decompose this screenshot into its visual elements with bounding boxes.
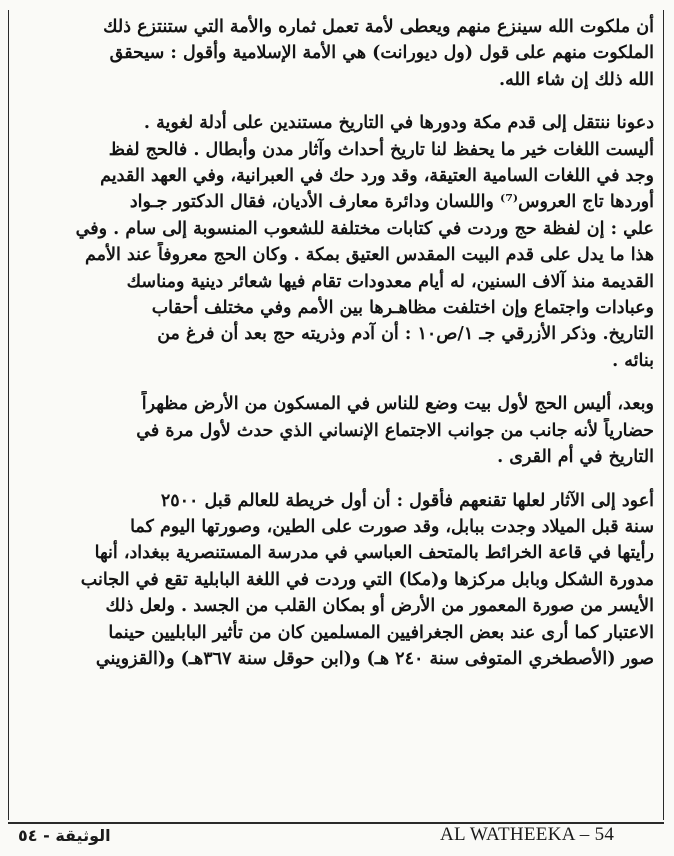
article-body — [18, 14, 654, 672]
text-line: التاريخ. وذكر الأزرقي جـ ١/ص١٠ : أن آدم وذريته حج بعد أن فرغ من — [157, 324, 654, 345]
text-line: الأيسر من صورة المعمور من الأرض أو بمكان القلب من الجسد . ولعل ذلك — [105, 596, 654, 617]
paragraph-2 — [18, 110, 654, 374]
text-line: حضارياً لأنه جانب من جوانب الاجتماع الإنساني الذي حدث لأول مرة في — [136, 420, 654, 441]
text-line: أعود إلى الآثار لعلها تقنعهم فأقول : أن أول خريطة للعالم قبل ٢٥٠٠ — [160, 490, 654, 511]
text-line: دعونا ننتقل إلى قدم مكة ودورها في التاريخ مستندين على أدلة لغوية . — [143, 113, 654, 134]
text-line: وعبادات واجتماع وإن اختلفت مظاهـرها بين الأمم وفي مختلف أحقاب — [151, 298, 654, 319]
text-line: مدورة الشكل وبابل مركزها و(مكا) التي وردت في اللغة البابلية تقع في الجانب — [80, 569, 654, 590]
text-line: الله ذلك إن شاء الله. — [498, 69, 654, 90]
text-line: بنائه . — [612, 350, 654, 371]
text-line: الاعتبار كما أرى عند بعض الجغرافيين المسلمين كان من تأثير البابليين حينما — [108, 622, 654, 643]
text-line: القديمة منذ آلاف السنين، له أيام معدودات تقام فيها شعائر دينية ومناسك — [126, 271, 654, 292]
paragraph-4 — [18, 488, 654, 673]
paragraph-1 — [18, 14, 654, 93]
text-line: سنة قبل الميلاد وجدت ببابل، وقد صورت على الطين، وصورتها اليوم كما — [130, 516, 654, 537]
text-line: رأيتها في قاعة الخرائط بالمتحف العباسي في مدرسة المستنصرية ببغداد، أنها — [94, 543, 654, 564]
paragraph-3 — [18, 391, 654, 470]
footer-page-label-latin: AL WATHEEKA – 54 — [440, 824, 615, 845]
text-line: التاريخ في أم القرى . — [497, 447, 654, 468]
text-line: هذا ما يدل على قدم البيت المقدس العتيق بمكة . وكان الحج معروفاً عند الأمم — [85, 245, 654, 266]
text-line: وجد في اللغات السامية العتيقة، وقد ورد حك في العبرانية، وفي العهد القديم — [100, 166, 654, 187]
text-line: وبعد، أليس الحج لأول بيت وضع للناس في المسكون من الأرض مظهراً — [141, 394, 654, 415]
text-line: أليست اللغات خير ما يحفظ لنا تاريخ أحداث وآثار مدن وأبطال . فالحج لفظ — [108, 139, 654, 160]
text-line: علي : إن لفظة حج وردت في كتابات مختلفة للشعوب المنسوبة إلى سام . وفي — [75, 218, 654, 239]
text-line: أن ملكوت الله سينزع منهم ويعطى لأمة تعمل ثماره والأمة التي ستنتزع ذلك — [103, 17, 654, 37]
text-line: صور (الأصطخري المتوفى سنة ٢٤٠ هـ) و(ابن حوقل سنة ٣٦٧هـ) و(القزويني — [95, 648, 654, 669]
text-line: الملكوت منهم على قول (ول ديورانت) هي الأمة الإسلامية وأقول : سيحقق — [109, 43, 654, 64]
footer-page-label-arabic: الوثيقة - ٥٤ — [18, 826, 111, 845]
text-line: أوردها تاج العروس⁽⁷⁾ واللسان ودائرة معارف الأديان، فقال الدكتور جـواد — [129, 192, 654, 213]
